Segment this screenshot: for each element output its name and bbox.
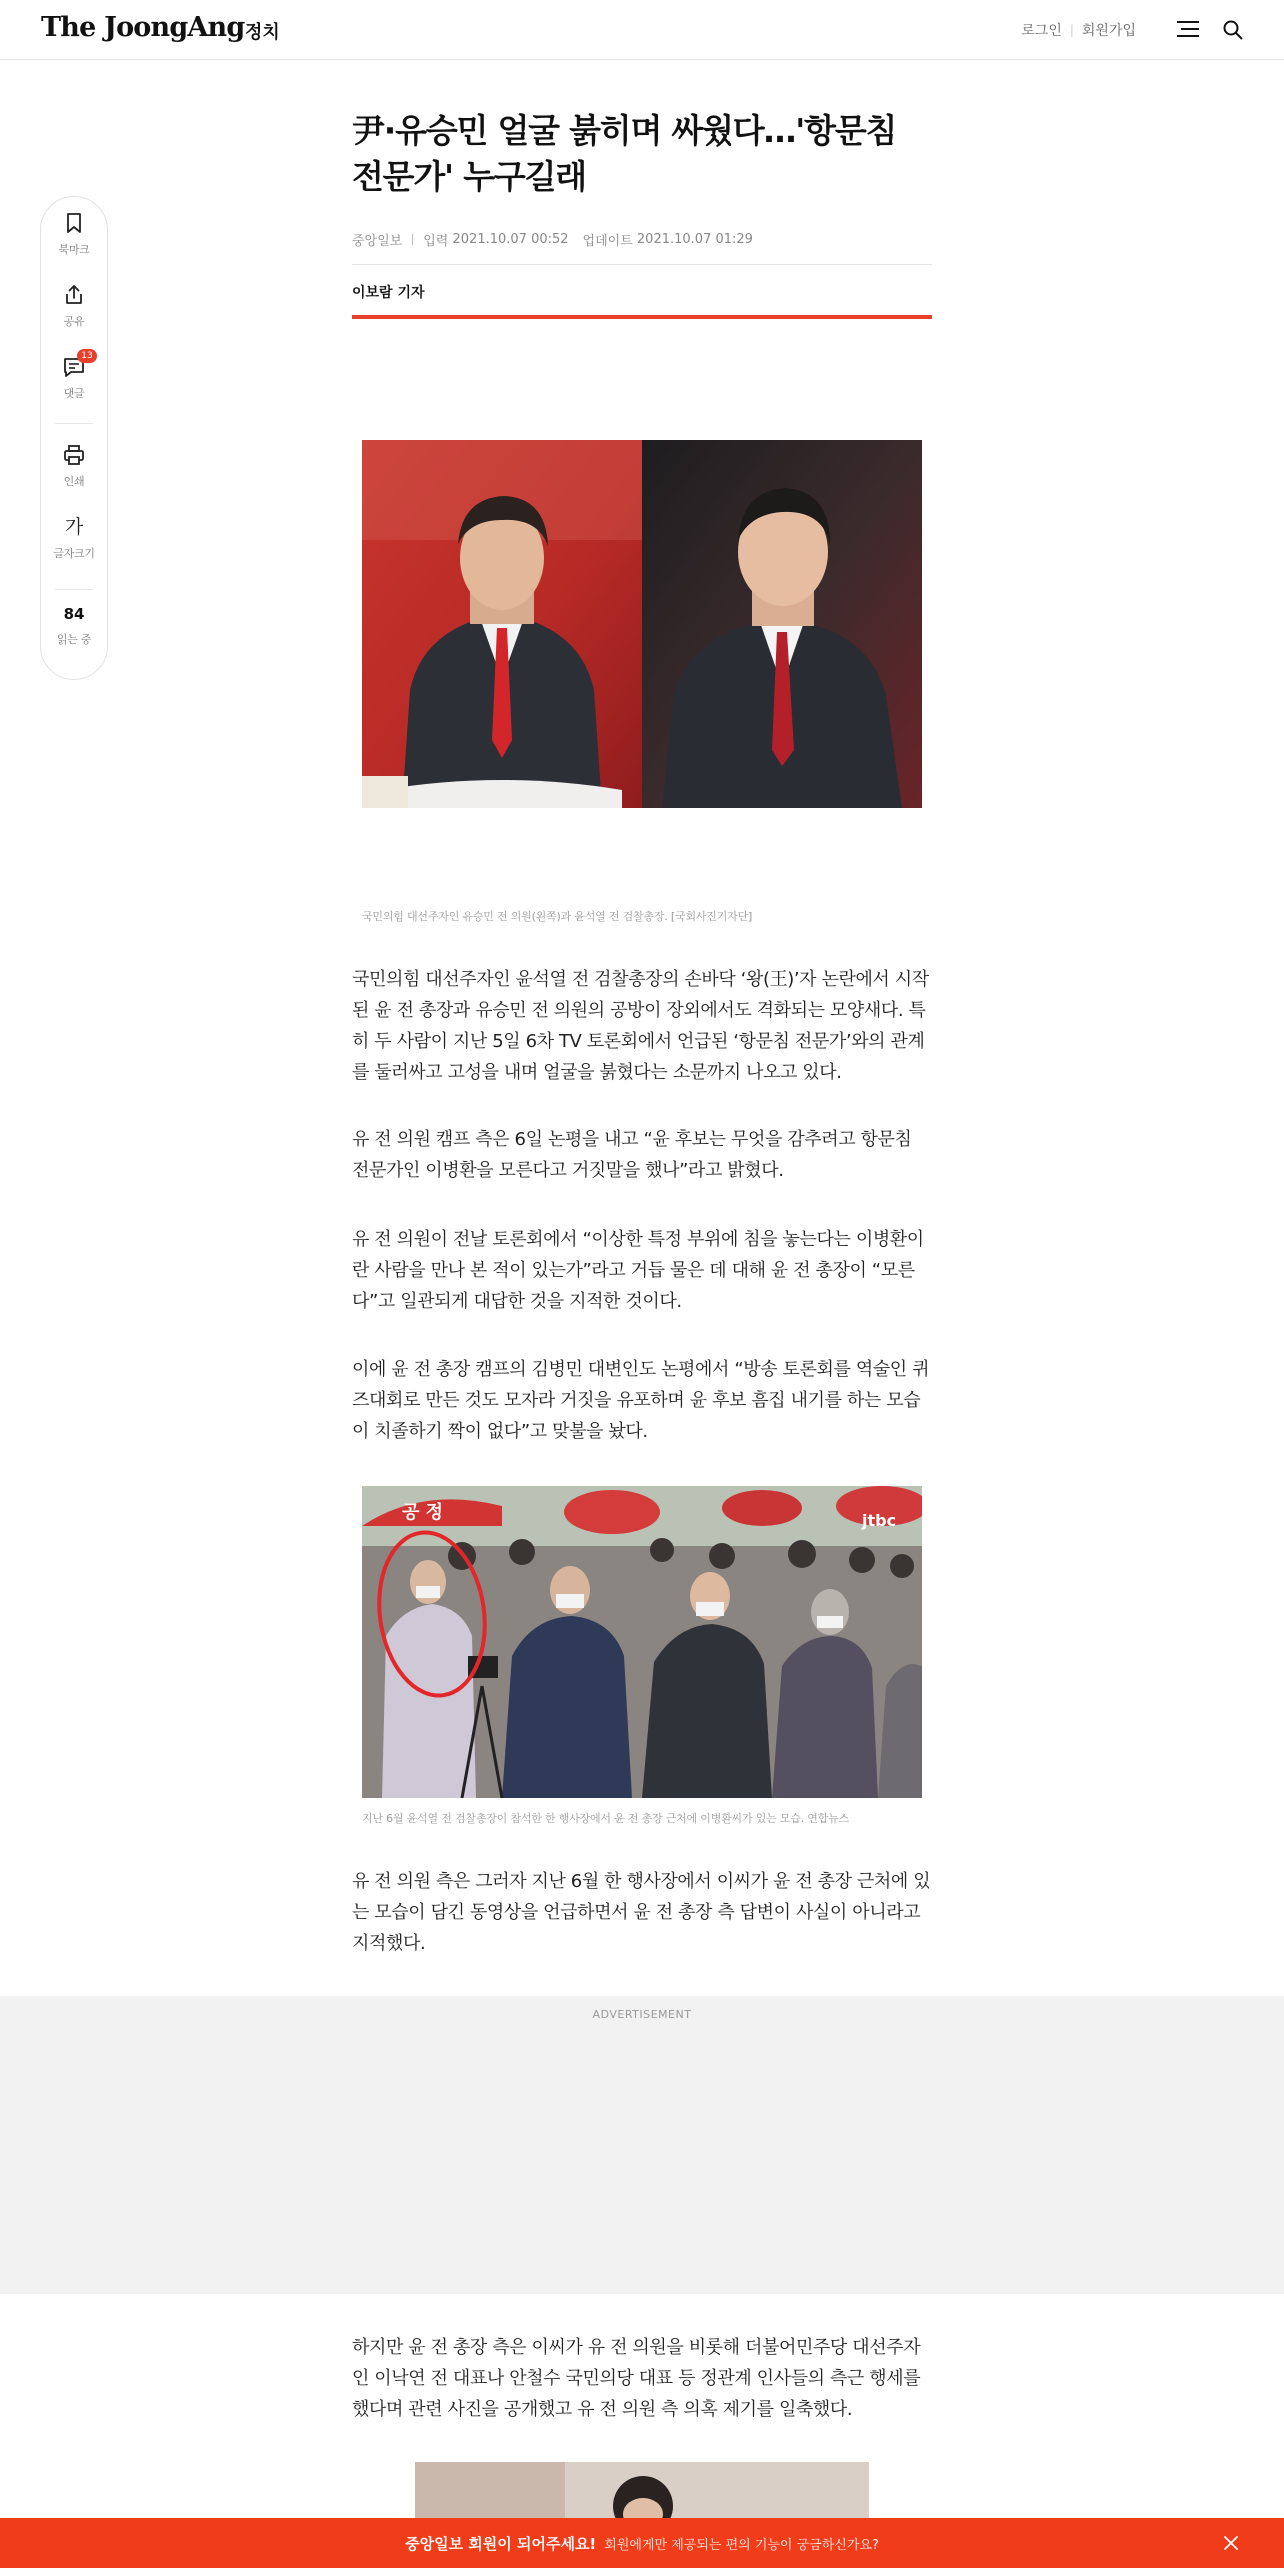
comment-count-badge: 13 — [77, 349, 97, 363]
share-label: 공유 — [63, 315, 85, 328]
article-photo-candidates[interactable] — [362, 440, 922, 808]
site-logo[interactable]: The JoongAng — [41, 12, 245, 43]
updated-time: 2021.10.07 01:29 — [636, 232, 753, 247]
sidebar-divider — [55, 589, 93, 590]
article-photo-event[interactable] — [362, 1486, 922, 1798]
banner-title: 중앙일보 회원이 되어주세요! — [405, 2535, 597, 2553]
article-paragraph: 유 전 의원이 전날 토론회에서 “이상한 특정 부위에 침을 놓는다는 이병환이란 사람을 만나 본 적이 있는가”라고 거듭 물은 데 대해 윤 전 총장이 “모른다”고 일관되게 대답한 것을 지적한 것이다. — [352, 1229, 924, 1312]
published-label: 입력 — [423, 234, 449, 249]
meta-divider — [412, 234, 413, 245]
font-size-button[interactable] — [41, 515, 107, 561]
article-paragraph: 하지만 윤 전 총장 측은 이씨가 유 전 의원을 비롯해 더불어민주당 대선주자인 이낙연 전 대표나 안철수 국민의당 대표 등 정관계 인사들의 측근 행세를 했다며 관련 사진을 공개했고 유 전 의원 측 의혹 제기를 일축했다. — [352, 2337, 921, 2420]
share-button[interactable] — [41, 283, 107, 329]
auth-links — [1021, 20, 1136, 40]
article-tools-sidebar — [40, 196, 108, 680]
broadcaster-logo: jtbc — [862, 1511, 897, 1530]
comment-button[interactable] — [41, 351, 107, 401]
headline-accent-rule — [352, 315, 932, 319]
partial-photo-image — [415, 2462, 869, 2518]
close-icon[interactable] — [1221, 2533, 1241, 2553]
reading-now-counter — [41, 603, 107, 647]
login-link[interactable]: 로그인 — [1021, 23, 1062, 39]
membership-banner[interactable] — [0, 2518, 1284, 2568]
share-icon — [62, 283, 86, 307]
print-label: 인쇄 — [63, 475, 85, 488]
bookmark-button[interactable] — [41, 211, 107, 257]
advertisement-slot — [0, 1996, 1284, 2294]
article-source: 중앙일보 — [352, 234, 403, 249]
bookmark-label: 북마크 — [58, 243, 90, 256]
article-paragraph: 이에 윤 전 총장 캠프의 김병민 대변인도 논평에서 “방송 토론회를 역술인 퀴즈대회로 만든 것도 모자라 거짓을 유포하며 윤 후보 흠집 내기를 하는 모습이 치졸하기 짝이 없다”고 맞불을 놨다. — [352, 1359, 930, 1442]
article-photo-partial[interactable] — [415, 2462, 869, 2518]
photo-caption: 국민의힘 대선주자인 유승민 전 의원(왼쪽)과 윤석열 전 검찰총장. [국회사진기자단] — [362, 910, 753, 923]
site-header — [0, 0, 1284, 60]
meta-divider-line — [352, 264, 932, 265]
bookmark-icon — [62, 211, 86, 235]
signup-link[interactable]: 회원가입 — [1081, 23, 1136, 39]
section-title[interactable]: 정치 — [245, 22, 280, 43]
comment-label: 댓글 — [63, 387, 85, 400]
reading-count: 84 — [63, 605, 85, 623]
sidebar-divider — [55, 423, 93, 424]
printer-icon — [62, 443, 86, 467]
tent-text: 공 정 — [402, 1502, 444, 1523]
font-size-label: 글자크기 — [53, 547, 95, 560]
search-icon[interactable] — [1222, 19, 1244, 41]
font-size-icon: 가 — [64, 516, 84, 538]
article-paragraph: 국민의힘 대선주자인 윤석열 전 검찰총장의 손바닥 ‘왕(王)’자 논란에서 시작된 윤 전 총장과 유승민 전 의원의 공방이 장외에서도 격화되는 모양새다. 특히 두 사람이 지난 5일 6차 TV 토론회에서 언급된 ‘항문침 전문가’와의 관계를 둘러싸고 고성을 내며 얼굴을 붉혔다는 소문까지 나오고 있다. — [352, 969, 929, 1083]
banner-text — [0, 2533, 1284, 2554]
candidates-photo-image — [362, 440, 922, 808]
article-headline: 尹·유승민 얼굴 붉히며 싸웠다…'항문침 전문가' 누구길래 — [352, 111, 897, 196]
banner-subtitle: 회원에게만 제공되는 편의 기능이 궁금하신가요? — [604, 2538, 879, 2553]
auth-divider: | — [1069, 23, 1074, 37]
updated-label: 업데이트 — [582, 234, 633, 249]
reporter-byline[interactable]: 이보람 기자 — [352, 285, 425, 301]
advertisement-label: ADVERTISEMENT — [592, 2008, 692, 2021]
article-paragraph: 유 전 의원 캠프 측은 6일 논평을 내고 “윤 후보는 무엇을 감추려고 항문침 전문가인 이병환을 모른다고 거짓말을 했나”라고 밝혔다. — [352, 1129, 912, 1181]
published-time: 2021.10.07 00:52 — [452, 232, 569, 247]
photo-caption: 지난 6월 윤석열 전 검찰총장이 참석한 한 행사장에서 윤 전 총장 근처에 이병환씨가 있는 모습. 연합뉴스 — [362, 1812, 850, 1825]
article-paragraph: 유 전 의원 측은 그러자 지난 6월 한 행사장에서 이씨가 윤 전 총장 근처에 있는 모습이 담긴 동영상을 언급하면서 윤 전 총장 측 답변이 사실이 아니라고 지적했다. — [352, 1871, 931, 1954]
hamburger-menu-icon[interactable] — [1177, 21, 1199, 37]
event-photo-image — [362, 1486, 922, 1798]
reading-label: 읽는 중 — [56, 633, 92, 646]
print-button[interactable] — [41, 443, 107, 489]
article-meta — [352, 230, 753, 249]
